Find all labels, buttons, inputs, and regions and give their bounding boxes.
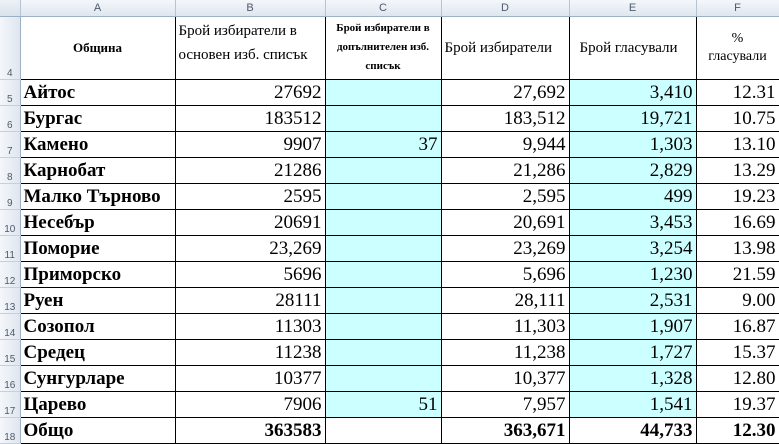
main-list-cell[interactable]: 9907 [175, 132, 325, 158]
column-header-a[interactable]: A [20, 0, 175, 17]
table-row [0, 80, 779, 106]
percent-cell[interactable]: 16.87 [696, 314, 779, 340]
voted-cell[interactable]: 2,829 [569, 158, 696, 184]
main-list-cell[interactable]: 20691 [175, 210, 325, 236]
row-header[interactable]: 6 [0, 106, 20, 132]
percent-cell[interactable]: 16.69 [696, 210, 779, 236]
percent-cell[interactable]: 13.98 [696, 236, 779, 262]
total-additional-list[interactable] [325, 418, 441, 444]
row-header[interactable]: 13 [0, 288, 20, 314]
voters-cell[interactable]: 23,269 [441, 236, 569, 262]
municipality-cell[interactable]: Айтос [20, 80, 175, 106]
municipality-cell[interactable]: Бургас [20, 106, 175, 132]
total-main-list[interactable]: 363583 [175, 418, 325, 444]
voters-cell[interactable]: 20,691 [441, 210, 569, 236]
total-row [0, 418, 779, 444]
column-header-row [0, 0, 779, 17]
table-row [0, 210, 779, 236]
municipality-cell[interactable]: Руен [20, 288, 175, 314]
row-header[interactable]: 18 [0, 418, 20, 444]
table-row [0, 340, 779, 366]
additional-list-cell[interactable] [325, 262, 441, 288]
row-header[interactable]: 9 [0, 184, 20, 210]
table-row [0, 288, 779, 314]
voted-cell[interactable]: 1,907 [569, 314, 696, 340]
voted-cell[interactable]: 3,254 [569, 236, 696, 262]
total-voted[interactable]: 44,733 [569, 418, 696, 444]
header-percent-sign: % [731, 31, 744, 46]
main-list-cell[interactable]: 28111 [175, 288, 325, 314]
percent-cell[interactable]: 21.59 [696, 262, 779, 288]
voters-cell[interactable]: 2,595 [441, 184, 569, 210]
row-header[interactable]: 4 [0, 17, 20, 80]
municipality-cell[interactable]: Несебър [20, 210, 175, 236]
row-header[interactable]: 17 [0, 392, 20, 418]
column-header-f[interactable]: F [696, 0, 779, 17]
row-header[interactable]: 7 [0, 132, 20, 158]
municipality-cell[interactable]: Камено [20, 132, 175, 158]
row-header[interactable]: 11 [0, 236, 20, 262]
table-row [0, 314, 779, 340]
table-row [0, 184, 779, 210]
row-header[interactable]: 8 [0, 158, 20, 184]
total-label[interactable]: Общо [20, 418, 175, 444]
voted-cell[interactable]: 499 [569, 184, 696, 210]
table-row [0, 106, 779, 132]
voters-cell[interactable]: 21,286 [441, 158, 569, 184]
column-header-d[interactable]: D [441, 0, 569, 17]
header-voters[interactable]: Брой избиратели [441, 17, 569, 80]
header-additional-list-voters[interactable]: Брой избиратели в допълнителен изб. списък [325, 17, 441, 80]
municipality-cell[interactable]: Поморие [20, 236, 175, 262]
main-list-cell[interactable]: 5696 [175, 262, 325, 288]
voters-cell[interactable]: 11,303 [441, 314, 569, 340]
voters-cell[interactable]: 28,111 [441, 288, 569, 314]
percent-cell[interactable]: 12.31 [696, 80, 779, 106]
main-list-cell[interactable]: 7906 [175, 392, 325, 418]
municipality-cell[interactable]: Царево [20, 392, 175, 418]
voted-cell[interactable]: 3,410 [569, 80, 696, 106]
municipality-cell[interactable]: Созопол [20, 314, 175, 340]
percent-cell[interactable]: 19.23 [696, 184, 779, 210]
voted-cell[interactable]: 19,721 [569, 106, 696, 132]
row-header[interactable]: 5 [0, 80, 20, 106]
percent-cell[interactable]: 12.80 [696, 366, 779, 392]
voted-cell[interactable]: 1,328 [569, 366, 696, 392]
total-percent[interactable]: 12.30 [696, 418, 779, 444]
additional-list-cell[interactable] [325, 184, 441, 210]
municipality-cell[interactable]: Средец [20, 340, 175, 366]
table-row [0, 262, 779, 288]
additional-list-cell[interactable] [325, 210, 441, 236]
voted-cell[interactable]: 1,303 [569, 132, 696, 158]
header-main-list-voters[interactable]: Брой избиратели в основен изб. списък [175, 17, 325, 80]
row-header[interactable]: 10 [0, 210, 20, 236]
additional-list-cell[interactable] [325, 158, 441, 184]
header-voted[interactable]: Брой гласували [569, 17, 696, 80]
table-header-row [0, 17, 779, 80]
voters-cell[interactable]: 11,238 [441, 340, 569, 366]
municipality-cell[interactable]: Малко Търново [20, 184, 175, 210]
voted-cell[interactable]: 1,727 [569, 340, 696, 366]
table-row [0, 366, 779, 392]
additional-list-cell[interactable] [325, 314, 441, 340]
row-header[interactable]: 16 [0, 366, 20, 392]
main-list-cell[interactable]: 27692 [175, 80, 325, 106]
table-row [0, 158, 779, 184]
table-row [0, 392, 779, 418]
header-percent-voted[interactable] [696, 17, 779, 80]
percent-cell[interactable]: 9.00 [696, 288, 779, 314]
voters-cell[interactable]: 10,377 [441, 366, 569, 392]
percent-cell[interactable]: 13.29 [696, 158, 779, 184]
additional-list-cell[interactable] [325, 366, 441, 392]
table-row [0, 236, 779, 262]
header-percent-label: гласували [708, 49, 767, 64]
voters-cell[interactable]: 7,957 [441, 392, 569, 418]
column-header-b[interactable]: B [175, 0, 325, 17]
additional-list-cell[interactable] [325, 80, 441, 106]
voted-cell[interactable]: 1,541 [569, 392, 696, 418]
voted-cell[interactable]: 2,531 [569, 288, 696, 314]
main-list-cell[interactable]: 10377 [175, 366, 325, 392]
table-body [0, 80, 779, 418]
main-list-cell[interactable]: 183512 [175, 106, 325, 132]
additional-list-cell[interactable] [325, 340, 441, 366]
voters-cell[interactable]: 183,512 [441, 106, 569, 132]
row-header[interactable]: 15 [0, 340, 20, 366]
percent-cell[interactable]: 13.10 [696, 132, 779, 158]
municipality-cell[interactable]: Карнобат [20, 158, 175, 184]
voted-cell[interactable]: 3,453 [569, 210, 696, 236]
voters-cell[interactable]: 5,696 [441, 262, 569, 288]
column-header-c[interactable]: C [325, 0, 441, 17]
percent-cell[interactable]: 15.37 [696, 340, 779, 366]
main-list-cell[interactable]: 21286 [175, 158, 325, 184]
voters-cell[interactable]: 27,692 [441, 80, 569, 106]
table-row [0, 132, 779, 158]
voted-cell[interactable]: 1,230 [569, 262, 696, 288]
total-voters[interactable]: 363,671 [441, 418, 569, 444]
municipality-cell[interactable]: Приморско [20, 262, 175, 288]
header-municipality[interactable]: Община [20, 17, 175, 80]
row-header[interactable]: 14 [0, 314, 20, 340]
percent-cell[interactable]: 19.37 [696, 392, 779, 418]
main-list-cell[interactable]: 11238 [175, 340, 325, 366]
main-list-cell[interactable]: 2595 [175, 184, 325, 210]
additional-list-cell[interactable]: 51 [325, 392, 441, 418]
municipality-cell[interactable]: Сунгурларе [20, 366, 175, 392]
select-all-corner[interactable] [0, 0, 20, 17]
voters-cell[interactable]: 9,944 [441, 132, 569, 158]
column-header-e[interactable]: E [569, 0, 696, 17]
main-list-cell[interactable]: 23,269 [175, 236, 325, 262]
percent-cell[interactable]: 10.75 [696, 106, 779, 132]
row-header[interactable]: 12 [0, 262, 20, 288]
additional-list-cell[interactable] [325, 106, 441, 132]
additional-list-cell[interactable] [325, 236, 441, 262]
additional-list-cell[interactable]: 37 [325, 132, 441, 158]
additional-list-cell[interactable] [325, 288, 441, 314]
main-list-cell[interactable]: 11303 [175, 314, 325, 340]
